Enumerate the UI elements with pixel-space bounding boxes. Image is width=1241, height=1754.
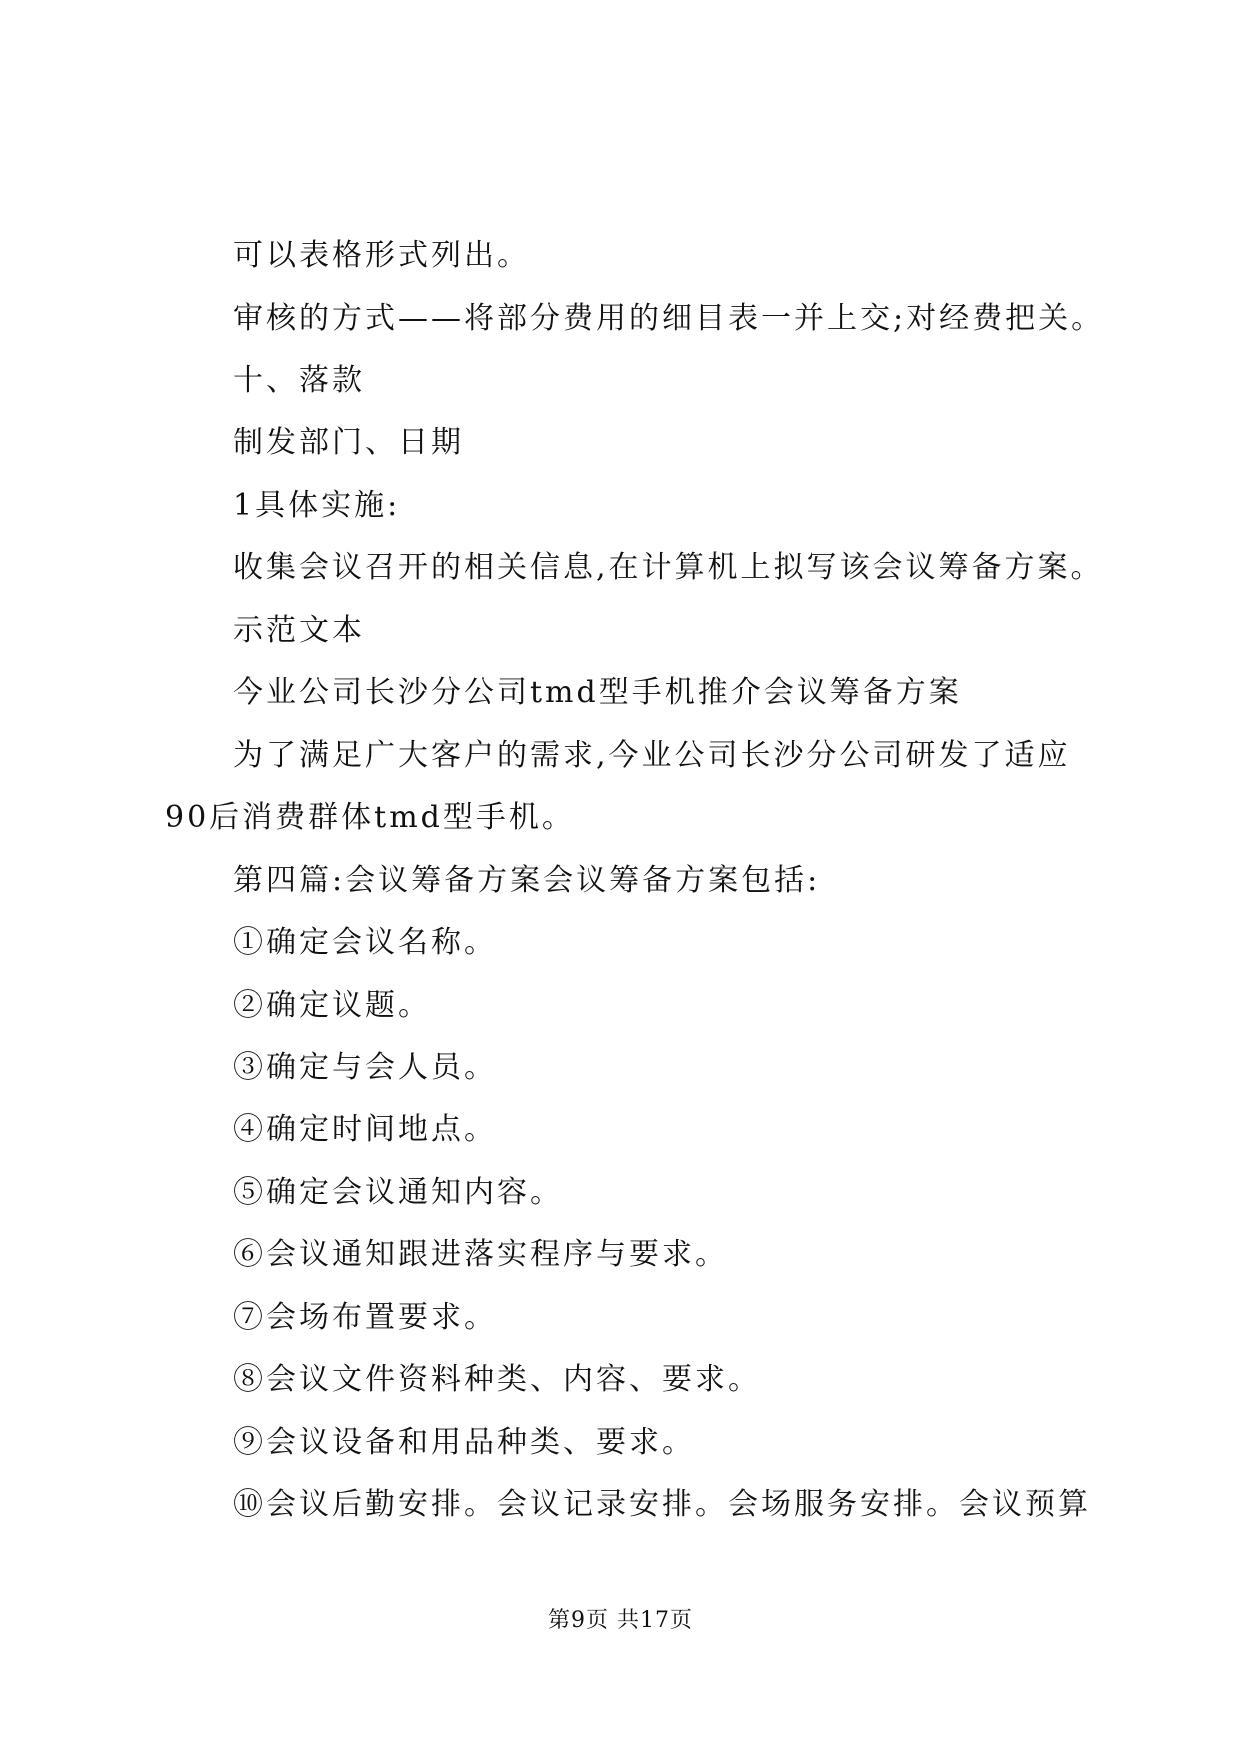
list-item: ①确定会议名称。 xyxy=(233,925,497,960)
paragraph-line: 可以表格形式列出。 xyxy=(233,238,530,273)
list-item: ②确定议题。 xyxy=(233,988,431,1023)
section-heading: 十、落款 xyxy=(233,363,365,398)
paragraph-line: 1具体实施: xyxy=(233,488,401,523)
list-item: ⑤确定会议通知内容。 xyxy=(233,1175,563,1210)
paragraph-line: 制发部门、日期 xyxy=(233,425,464,460)
paragraph-line: 示范文本 xyxy=(233,613,365,648)
section-heading: 第四篇:会议筹备方案会议筹备方案包括: xyxy=(233,863,821,898)
list-item: ⑩会议后勤安排。会议记录安排。会场服务安排。会议预算 xyxy=(233,1487,1091,1522)
paragraph-line: 审核的方式——将部分费用的细目表一并上交;对经费把关。 xyxy=(233,301,1105,336)
list-item: ④确定时间地点。 xyxy=(233,1112,497,1147)
list-item: ⑨会议设备和用品种类、要求。 xyxy=(233,1425,695,1460)
paragraph-line: 为了满足广大客户的需求,今业公司长沙分公司研发了适应 xyxy=(233,738,1071,773)
paragraph-line: 90后消费群体tmd型手机。 xyxy=(165,800,575,835)
page-number-footer: 第9页 共17页 xyxy=(548,1608,693,1633)
list-item: ⑥会议通知跟进落实程序与要求。 xyxy=(233,1237,728,1272)
paragraph-line: 收集会议召开的相关信息,在计算机上拟写该会议筹备方案。 xyxy=(233,550,1104,585)
list-item: ③确定与会人员。 xyxy=(233,1050,497,1085)
sample-title: 今业公司长沙分公司tmd型手机推介会议筹备方案 xyxy=(233,675,962,710)
list-item: ⑦会场布置要求。 xyxy=(233,1300,497,1335)
list-item: ⑧会议文件资料种类、内容、要求。 xyxy=(233,1362,761,1397)
